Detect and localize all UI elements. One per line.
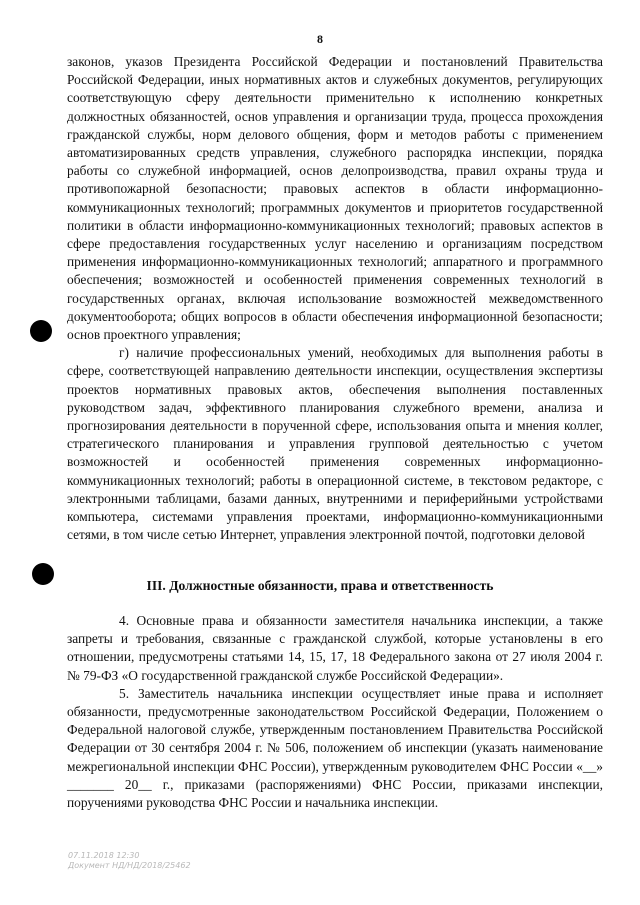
binder-hole-mark	[32, 563, 54, 585]
binder-hole-mark	[30, 320, 52, 342]
paragraph-5: 5. Заместитель начальника инспекции осуществляет иные права и исполняет обязанности, предусмотренные законодательством Российской Федерации, Положением о Федеральной налоговой службе, утвержденным постановлением Правительства Российской Федерации от 30 сентября 2004 г. № 506, положением об инспекции (указать наименование межрегиональной инспекции ФНС России), утвержденным руководителем ФНС России «__» _______ 20__ г., приказами (распоряжениями) ФНС России, приказами инспекции, поручениями руководства ФНС России и начальника инспекции.	[67, 685, 603, 811]
paragraph-4: 4. Основные права и обязанности заместителя начальника инспекции, а также запреты и требования, связанные с гражданской службой, которые установлены в его отношении, предусмотрены статьями 14, 15, 17, 18 Федерального закона от 27 июля 2004 г. № 79-ФЗ «О государственной гражданской службе Российской Федерации».	[67, 613, 603, 683]
paragraph-skills: г) наличие профессиональных умений, необходимых для выполнения работы в сфере, соответствующей направлению деятельности инспекции, осуществления экспертизы проектов нормативных правовых актов, обеспечения выполнения поставленных руководством задач, эффективного планирования служебного времени, анализа и прогнозирования деятельности в порученной сфере, использования опыта и мнения коллег, стратегического планирования и управления групповой деятельностью с учетом возможностей и особенностей применения современных информационно-коммуникационных технологий; работы в операционной системе, в текстовом редакторе, с электронными таблицами, базами данных, внутренними и периферийными устройствами компьютера, системами управления проектами, информационно-коммуникационными сетями, в том числе сетью Интернет, управления электронной почтой, подготовки деловой	[67, 345, 603, 543]
paragraph-continuation: законов, указов Президента Российской Федерации и постановлений Правительства Российской Федерации, иных нормативных актов и служебных документов, регулирующих соответствующую сферу деятельности применительно к исполнению конкретных должностных обязанностей, основ управления и организации труда, процесса прохождения гражданской службы, норм делового общения, форм и методов работы с применением автоматизированных средств управления, служебного распорядка инспекции, порядка работы со служебной информацией, основ делопроизводства, правил охраны труда и противопожарной безопасности; правовых аспектов в области информационно-коммуникационных технологий; программных документов и приоритетов государственной политики в области информационно-коммуникационных технологий; правовых аспектов в сфере предоставления государственных услуг населению и организациям посредством применения информационно-коммуникационных технологий; аппаратного и программного обеспечения; возможностей и особенностей применения современных технологий в государственных органах, включая использование возможностей межведомственного документооборота; общих вопросов в области обеспечения информационной безопасности; основ проектного управления;	[67, 54, 603, 343]
electronic-stamp-date: 07.11.2018 12:30	[68, 851, 140, 860]
body-text-bottom	[67, 612, 603, 812]
body-text-top	[67, 53, 603, 544]
electronic-stamp-doc: Документ НД/НД/2018/25462	[68, 861, 191, 870]
page-number: 8	[317, 32, 323, 46]
section-heading: III. Должностные обязанности, права и ответственность	[146, 578, 494, 593]
